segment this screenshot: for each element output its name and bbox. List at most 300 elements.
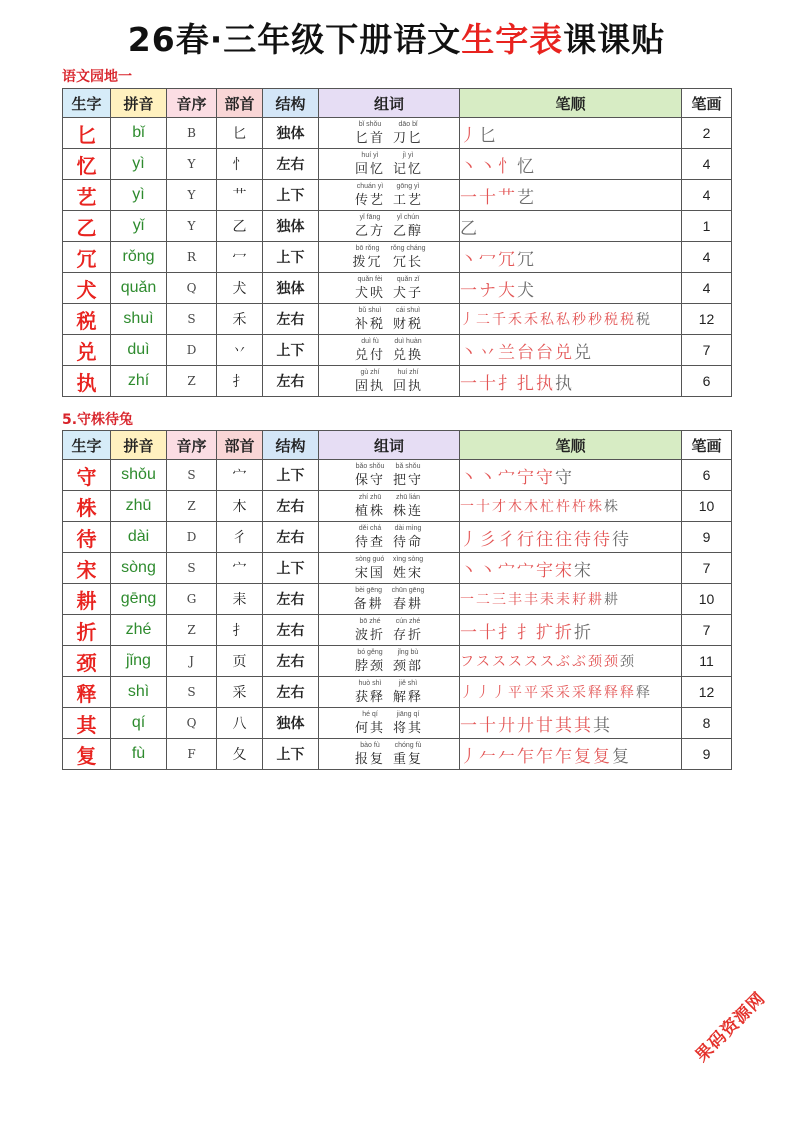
word-pinyin: sòng guó — [355, 556, 385, 563]
stroke-step: 二 — [476, 312, 490, 328]
stroke-step: 耕 — [588, 592, 602, 608]
stroke-step: 丶 — [479, 560, 496, 581]
char-cell: 忆 — [63, 149, 111, 180]
char-cell: 颈 — [63, 646, 111, 677]
word-item — [355, 618, 385, 642]
word-item — [392, 587, 425, 611]
stroke-step: 十 — [479, 715, 496, 736]
word-text: 回执 — [393, 379, 424, 394]
stroke-step: フ — [460, 654, 474, 670]
stroke-step: 一 — [460, 622, 477, 643]
stroke-step: 杵 — [556, 499, 570, 515]
word-text: 植株 — [354, 504, 385, 519]
stroke-step: 折 — [574, 622, 591, 643]
word-text: 保守 — [354, 473, 385, 488]
watermark: 果码资源网 — [691, 988, 770, 1067]
word-pinyin: zhū lián — [395, 494, 421, 501]
stroke-step: 台 — [536, 342, 553, 363]
word-pinyin: dāo bǐ — [398, 121, 418, 128]
radical-cell: 扌 — [217, 366, 263, 397]
word-item — [393, 307, 423, 331]
stroke-step: 耕 — [604, 592, 618, 608]
pinyin-cell: zhū — [111, 491, 167, 522]
title-prefix: 26春·三年级下册语文 — [127, 20, 462, 59]
word-item — [393, 276, 423, 300]
pinyin-cell: shì — [111, 677, 167, 708]
stroke-step: 颈 — [620, 654, 634, 670]
header-pinyin: 拼音 — [111, 89, 167, 118]
stroke-count-cell: 8 — [682, 708, 732, 739]
stroke-step: 丿 — [460, 685, 474, 701]
words-cell — [319, 304, 460, 335]
stroke-order-cell — [460, 491, 682, 522]
word-pinyin: quǎn fèi — [357, 276, 383, 283]
word-item — [355, 369, 385, 393]
stroke-step: 扌 — [498, 373, 515, 394]
stroke-step: 丿 — [460, 746, 477, 767]
stroke-step: 一 — [460, 280, 477, 301]
char-cell: 释 — [63, 677, 111, 708]
stroke-order-cell — [460, 118, 682, 149]
radical-cell: 宀 — [217, 553, 263, 584]
stroke-step: ス — [540, 654, 554, 670]
stroke-step: 乍 — [555, 746, 572, 767]
pinyin-cell: yǐ — [111, 211, 167, 242]
header-order: 音序 — [167, 431, 217, 460]
word-pinyin: bǎo shǒu — [355, 463, 385, 470]
radical-cell: 丷 — [217, 335, 263, 366]
stroke-step: 折 — [555, 622, 572, 643]
words-cell — [319, 335, 460, 366]
order-cell: J — [167, 646, 217, 677]
stroke-step: 木 — [508, 499, 522, 515]
stroke-step: 待 — [593, 529, 610, 550]
stroke-step: 其 — [574, 715, 591, 736]
stroke-step: 扌 — [517, 622, 534, 643]
stroke-step: 廾 — [498, 715, 515, 736]
words-cell — [319, 149, 460, 180]
stroke-step: 采 — [572, 685, 586, 701]
header-words: 组词 — [319, 431, 460, 460]
word-pinyin: yǐ fāng — [359, 214, 381, 221]
stroke-step: 彳 — [498, 529, 515, 550]
stroke-step: 丿 — [492, 685, 506, 701]
stroke-count-cell: 10 — [682, 491, 732, 522]
word-text: 犬吠 — [354, 286, 385, 301]
radical-cell: 扌 — [217, 615, 263, 646]
stroke-step: 宋 — [555, 560, 572, 581]
stroke-step: 私 — [540, 312, 554, 328]
structure-cell: 左右 — [263, 491, 319, 522]
header-count: 笔画 — [682, 89, 732, 118]
pinyin-cell: duì — [111, 335, 167, 366]
char-cell: 待 — [63, 522, 111, 553]
char-cell: 耕 — [63, 584, 111, 615]
stroke-step: 扎 — [517, 373, 534, 394]
header-count: 笔画 — [682, 431, 732, 460]
table-row — [63, 677, 732, 708]
char-cell: 株 — [63, 491, 111, 522]
words-cell — [319, 553, 460, 584]
stroke-step: 杧 — [540, 499, 554, 515]
pinyin-cell: shǒu — [111, 460, 167, 491]
stroke-count-cell: 9 — [682, 522, 732, 553]
stroke-step: 艹 — [498, 187, 515, 208]
word-text: 报复 — [354, 752, 385, 767]
word-text: 犬子 — [393, 286, 424, 301]
stroke-step: 宇 — [536, 560, 553, 581]
stroke-step: 丶 — [460, 156, 477, 177]
section-title-shouzhudaitu: 5.守株待兔 — [62, 412, 134, 428]
words-cell — [319, 708, 460, 739]
word-item — [393, 556, 423, 580]
structure-cell: 左右 — [263, 366, 319, 397]
stroke-step: ナ — [479, 280, 496, 301]
stroke-count-cell: 6 — [682, 366, 732, 397]
stroke-step: 秒 — [588, 312, 602, 328]
pinyin-cell: zhí — [111, 366, 167, 397]
order-cell: S — [167, 553, 217, 584]
structure-cell: 上下 — [263, 180, 319, 211]
word-pinyin: bō zhé — [359, 618, 381, 625]
word-item — [355, 121, 385, 145]
order-cell: Y — [167, 180, 217, 211]
word-text: 记忆 — [393, 162, 424, 177]
stroke-step: 复 — [593, 746, 610, 767]
stroke-step: 丿 — [476, 685, 490, 701]
stroke-step: 复 — [574, 746, 591, 767]
header-strokes: 笔顺 — [460, 431, 682, 460]
stroke-count-cell: 10 — [682, 584, 732, 615]
word-item — [355, 276, 385, 300]
stroke-step: 二 — [476, 592, 490, 608]
radical-cell: 木 — [217, 491, 263, 522]
stroke-step: 颈 — [604, 654, 618, 670]
stroke-step: 待 — [574, 529, 591, 550]
word-item — [393, 183, 423, 207]
stroke-step: 禾 — [524, 312, 538, 328]
word-text: 何其 — [354, 721, 385, 736]
structure-cell: 左右 — [263, 615, 319, 646]
word-item — [393, 369, 423, 393]
stroke-step: ぶ — [556, 654, 570, 670]
stroke-step: 丰 — [508, 592, 522, 608]
radical-cell: 采 — [217, 677, 263, 708]
stroke-step: 宋 — [574, 560, 591, 581]
word-text: 脖颈 — [354, 659, 385, 674]
word-pinyin: bèi gēng — [355, 587, 383, 594]
stroke-step: 往 — [555, 529, 572, 550]
stroke-count-cell: 4 — [682, 180, 732, 211]
order-cell: D — [167, 335, 217, 366]
structure-cell: 上下 — [263, 553, 319, 584]
word-text: 把守 — [393, 473, 424, 488]
radical-cell: 禾 — [217, 304, 263, 335]
stroke-step: ス — [524, 654, 538, 670]
stroke-step: 私 — [556, 312, 570, 328]
order-cell: S — [167, 304, 217, 335]
stroke-step: 宀 — [498, 467, 515, 488]
stroke-step: 守 — [536, 467, 553, 488]
word-item — [390, 245, 425, 269]
character-table-section-2 — [62, 430, 732, 770]
word-text: 补税 — [354, 317, 385, 332]
stroke-order-cell — [460, 335, 682, 366]
stroke-order-cell — [460, 180, 682, 211]
stroke-step: 一 — [460, 592, 474, 608]
section-title-yuwenyuandi: 语文园地一 — [62, 69, 132, 85]
structure-cell: 独体 — [263, 118, 319, 149]
word-pinyin: xìng sòng — [392, 556, 424, 563]
stroke-step: 十 — [476, 499, 490, 515]
stroke-step: 丶 — [460, 342, 477, 363]
stroke-step: 其 — [593, 715, 610, 736]
stroke-order-cell — [460, 739, 682, 770]
word-item — [355, 214, 385, 238]
stroke-step: 丶 — [460, 560, 477, 581]
pinyin-cell: sòng — [111, 553, 167, 584]
structure-cell: 左右 — [263, 304, 319, 335]
order-cell: S — [167, 460, 217, 491]
table-row — [63, 553, 732, 584]
stroke-step: 乍 — [536, 746, 553, 767]
stroke-order-cell — [460, 460, 682, 491]
word-text: 存折 — [393, 628, 424, 643]
stroke-step: 一 — [460, 187, 477, 208]
word-text: 匕首 — [354, 131, 385, 146]
words-cell — [319, 584, 460, 615]
order-cell: Z — [167, 366, 217, 397]
radical-cell: 宀 — [217, 460, 263, 491]
word-item — [355, 742, 385, 766]
char-cell: 艺 — [63, 180, 111, 211]
stroke-step: 冖 — [479, 249, 496, 270]
word-item — [355, 711, 385, 735]
word-pinyin: yǐ chún — [396, 214, 420, 221]
structure-cell: 上下 — [263, 460, 319, 491]
order-cell: S — [167, 677, 217, 708]
header-radical: 部首 — [217, 89, 263, 118]
stroke-step: 忆 — [517, 156, 534, 177]
stroke-step: 𠂉 — [479, 746, 496, 767]
stroke-step: 三 — [492, 592, 506, 608]
header-radical: 部首 — [217, 431, 263, 460]
stroke-step: ス — [492, 654, 506, 670]
word-item — [393, 711, 423, 735]
stroke-count-cell: 7 — [682, 615, 732, 646]
stroke-step: 执 — [555, 373, 572, 394]
word-text: 重复 — [393, 752, 424, 767]
stroke-step: 秒 — [572, 312, 586, 328]
word-text: 获释 — [354, 690, 385, 705]
stroke-step: 十 — [479, 373, 496, 394]
words-cell — [319, 646, 460, 677]
stroke-step: 甘 — [536, 715, 553, 736]
stroke-step: 平 — [508, 685, 522, 701]
stroke-step: 丶 — [460, 467, 477, 488]
word-text: 回忆 — [354, 162, 385, 177]
stroke-step: 株 — [604, 499, 618, 515]
pinyin-cell: fù — [111, 739, 167, 770]
word-text: 将其 — [393, 721, 424, 736]
word-pinyin: chóng fù — [394, 742, 422, 749]
table-row — [63, 118, 732, 149]
order-cell: G — [167, 584, 217, 615]
char-cell: 乙 — [63, 211, 111, 242]
order-cell: F — [167, 739, 217, 770]
word-text: 冗长 — [392, 255, 423, 270]
word-text: 刀匕 — [393, 131, 424, 146]
stroke-step: 执 — [536, 373, 553, 394]
radical-cell: 艹 — [217, 180, 263, 211]
order-cell: D — [167, 522, 217, 553]
order-cell: R — [167, 242, 217, 273]
stroke-step: 平 — [524, 685, 538, 701]
word-item — [393, 525, 423, 549]
radical-cell: 耒 — [217, 584, 263, 615]
pinyin-cell: zhé — [111, 615, 167, 646]
stroke-order-cell — [460, 304, 682, 335]
word-pinyin: jì yì — [402, 152, 414, 159]
radical-cell: 忄 — [217, 149, 263, 180]
word-item — [355, 463, 385, 487]
char-cell: 宋 — [63, 553, 111, 584]
stroke-step: 十 — [479, 187, 496, 208]
pinyin-cell: gēng — [111, 584, 167, 615]
table-row — [63, 584, 732, 615]
stroke-step: 千 — [492, 312, 506, 328]
word-item — [393, 742, 423, 766]
table-header-row — [63, 431, 732, 460]
stroke-count-cell: 4 — [682, 149, 732, 180]
radical-cell: 犬 — [217, 273, 263, 304]
radical-cell: 八 — [217, 708, 263, 739]
word-text: 乙醇 — [393, 224, 424, 239]
table-row — [63, 615, 732, 646]
radical-cell: 冖 — [217, 242, 263, 273]
stroke-step: 丿 — [460, 529, 477, 550]
stroke-step: 采 — [540, 685, 554, 701]
word-pinyin: jiāng qí — [396, 711, 420, 718]
pinyin-cell: quǎn — [111, 273, 167, 304]
word-pinyin: jiě shì — [398, 680, 418, 687]
word-pinyin: duì fù — [361, 338, 379, 345]
word-pinyin: bǔ shuì — [358, 307, 382, 314]
stroke-order-cell — [460, 646, 682, 677]
word-item — [352, 245, 382, 269]
stroke-count-cell: 6 — [682, 460, 732, 491]
word-pinyin: cái shuì — [395, 307, 421, 314]
word-item — [393, 494, 423, 518]
word-text: 固执 — [354, 379, 385, 394]
stroke-step: 耔 — [572, 592, 586, 608]
order-cell: Q — [167, 273, 217, 304]
stroke-step: 丿 — [460, 125, 477, 146]
table-row — [63, 460, 732, 491]
word-pinyin: bō rǒng — [355, 245, 380, 252]
header-structure: 结构 — [263, 431, 319, 460]
stroke-step: 株 — [588, 499, 602, 515]
table-row — [63, 242, 732, 273]
stroke-step: 十 — [479, 622, 496, 643]
stroke-step: 乍 — [517, 746, 534, 767]
word-text: 拨冗 — [352, 255, 383, 270]
order-cell: Z — [167, 615, 217, 646]
stroke-count-cell: 2 — [682, 118, 732, 149]
stroke-step: 宀 — [498, 560, 515, 581]
stroke-step: 杵 — [572, 499, 586, 515]
word-item — [393, 463, 423, 487]
structure-cell: 左右 — [263, 677, 319, 708]
word-pinyin: gōng yì — [396, 183, 420, 190]
pinyin-cell: shuì — [111, 304, 167, 335]
stroke-step: 丰 — [524, 592, 538, 608]
pinyin-cell: dài — [111, 522, 167, 553]
stroke-step: 采 — [556, 685, 570, 701]
stroke-step: 禾 — [508, 312, 522, 328]
stroke-order-cell — [460, 553, 682, 584]
stroke-step: 彡 — [479, 529, 496, 550]
table-row — [63, 335, 732, 366]
stroke-order-cell — [460, 615, 682, 646]
word-text: 工艺 — [393, 193, 424, 208]
stroke-step: 兑 — [555, 342, 572, 363]
stroke-count-cell: 4 — [682, 242, 732, 273]
structure-cell: 左右 — [263, 522, 319, 553]
words-cell — [319, 118, 460, 149]
structure-cell: 上下 — [263, 739, 319, 770]
table-row — [63, 739, 732, 770]
word-pinyin: bǎ shǒu — [395, 463, 421, 470]
stroke-order-cell — [460, 211, 682, 242]
stroke-step: 一 — [460, 715, 477, 736]
word-pinyin: quǎn zǐ — [396, 276, 420, 283]
words-cell — [319, 739, 460, 770]
word-pinyin: hé qí — [362, 711, 378, 718]
stroke-order-cell — [460, 708, 682, 739]
stroke-step: 艺 — [517, 187, 534, 208]
word-pinyin: bào fù — [360, 742, 380, 749]
word-pinyin: chūn gēng — [391, 587, 425, 594]
word-item — [393, 214, 423, 238]
stroke-step: 税 — [604, 312, 618, 328]
table-header-row — [63, 89, 732, 118]
word-text: 姓宋 — [393, 566, 424, 581]
structure-cell: 左右 — [263, 584, 319, 615]
stroke-order-cell — [460, 584, 682, 615]
stroke-step: 丶 — [479, 156, 496, 177]
word-item — [393, 121, 423, 145]
char-cell: 折 — [63, 615, 111, 646]
table-row — [63, 491, 732, 522]
stroke-step: ス — [476, 654, 490, 670]
stroke-count-cell: 12 — [682, 677, 732, 708]
stroke-step: 扩 — [536, 622, 553, 643]
stroke-step: 忄 — [498, 156, 515, 177]
word-text: 春耕 — [393, 597, 424, 612]
words-cell — [319, 366, 460, 397]
order-cell: Q — [167, 708, 217, 739]
stroke-count-cell: 7 — [682, 335, 732, 366]
order-cell: Y — [167, 211, 217, 242]
stroke-step: 扌 — [498, 622, 515, 643]
word-text: 待查 — [354, 535, 385, 550]
word-pinyin: duì huàn — [394, 338, 422, 345]
word-item — [355, 307, 385, 331]
header-char: 生字 — [63, 431, 111, 460]
table-row — [63, 180, 732, 211]
table-row — [63, 522, 732, 553]
